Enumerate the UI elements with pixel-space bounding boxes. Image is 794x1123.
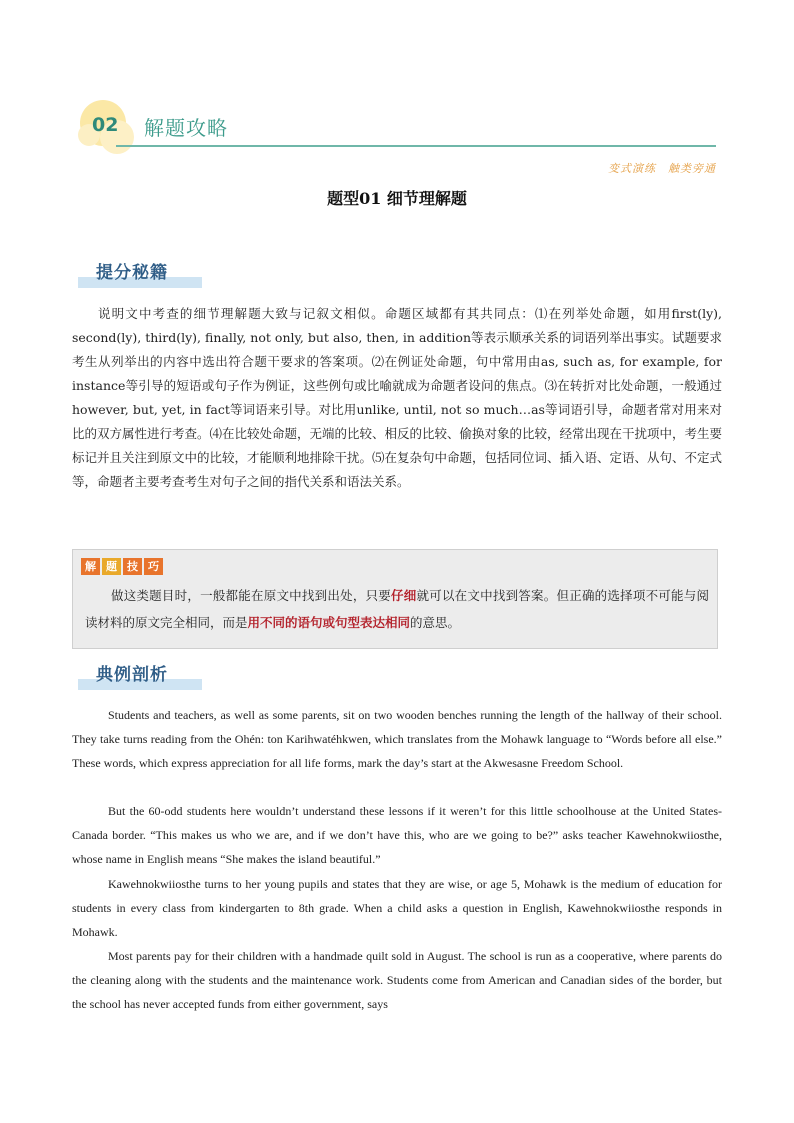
tips-emphasis: 用不同的语句或句型表达相同 bbox=[247, 615, 411, 630]
subheading-label: 典例剖析 bbox=[96, 665, 168, 685]
passage-paragraph: Students and teachers, as well as some parents, sit on two wooden benches running the length of the hallway of their school. They take turns reading from the Ohén: ton Karihwatéhkwen, which translates from the Mohawk language to “Words before all else.” These words, which express appreciation for all life forms, mark the day’s start at the Akwesasne Freedom School. bbox=[72, 708, 722, 770]
tips-text-part: 就可以在文中找到答案。但正确的选择项不可能与阅读材料的原文完全相同，而是 bbox=[85, 588, 709, 630]
section-number: 02 bbox=[92, 114, 119, 136]
passage-paragraph: Most parents pay for their children with a handmade quilt sold in August. The school is run as a cooperative, where parents do the cleaning along with the students and the maintenance work. Students come from American and Canadian sides of the border, but the school has never accepted funds from either government, says bbox=[72, 949, 722, 1011]
subheading-label: 提分秘籍 bbox=[96, 263, 168, 283]
passage-paragraph: Kawehnokwiiosthe turns to her young pupils and states that they are wise, or age 5, Mohawk is the medium of education for students in every class from kindergarten to 8th grade. When a child asks a question in English, Kawehnokwiiosthe responds in Mohawk. bbox=[72, 877, 722, 939]
passage-paragraph: But the 60-odd students here wouldn’t understand these lessons if it weren’t for this little schoolhouse at the United States-Canada border. “This makes us who we are, and if we don’t have this, who are we going to be?” asks teacher Kawehnokwiiosthe, whose name in English means “She makes the island beautiful.” bbox=[72, 804, 722, 866]
tips-emphasis: 仔细 bbox=[391, 588, 417, 603]
tips-text-part: 做这类题目时，一般都能在原文中找到出处，只要 bbox=[111, 588, 392, 603]
tips-text-part: 的意思。 bbox=[410, 615, 461, 630]
tips-text bbox=[85, 582, 709, 636]
tips-box bbox=[72, 549, 718, 649]
page-title: 题型01 细节理解题 bbox=[327, 189, 467, 208]
section-title: 解题攻略 bbox=[144, 116, 228, 140]
tips-tags bbox=[81, 558, 163, 575]
subheading-example bbox=[78, 660, 202, 690]
section-tagline: 变式演练 触类旁通 bbox=[608, 162, 716, 175]
tips-tag: 技 bbox=[123, 558, 142, 575]
section-header bbox=[76, 98, 716, 158]
tips-tag: 解 bbox=[81, 558, 100, 575]
tips-tag: 巧 bbox=[144, 558, 163, 575]
section-divider bbox=[116, 145, 716, 147]
intro-paragraph: 说明文中考查的细节理解题大致与记叙文相似。命题区域都有其共同点：⑴在列举处命题，如用first(ly), second(ly), third(ly), finally, not only, but also, then, in addition等表示顺承关系的词语列举出事实。试题要求考生从列举出的内容中选出符合题干要求的答案项。⑵在例证处命题，句中常用由as, such as, for example, for instance等引导的短语或句子作为例证，这些例句或比喻就成为命题者设问的焦点。⑶在转折对比处命题，一般通过however, but, yet, in fact等词语来引导。对比用unlike, until, not so much…as等词语引导，命题者常对用来对比的双方属性进行考查。⑷在比较处命题，无端的比较、相反的比较、偷换对象的比较，经常出现在干扰项中，考生要标记并且关注到原文中的比较，才能顺利地排除干扰。⑸在复杂句中命题，包括同位词、插入语、定语、从句、不定式等，命题者主要考查考生对句子之间的指代关系和语法关系。 bbox=[72, 306, 723, 489]
tips-tag: 题 bbox=[102, 558, 121, 575]
subheading-tips bbox=[78, 258, 202, 288]
